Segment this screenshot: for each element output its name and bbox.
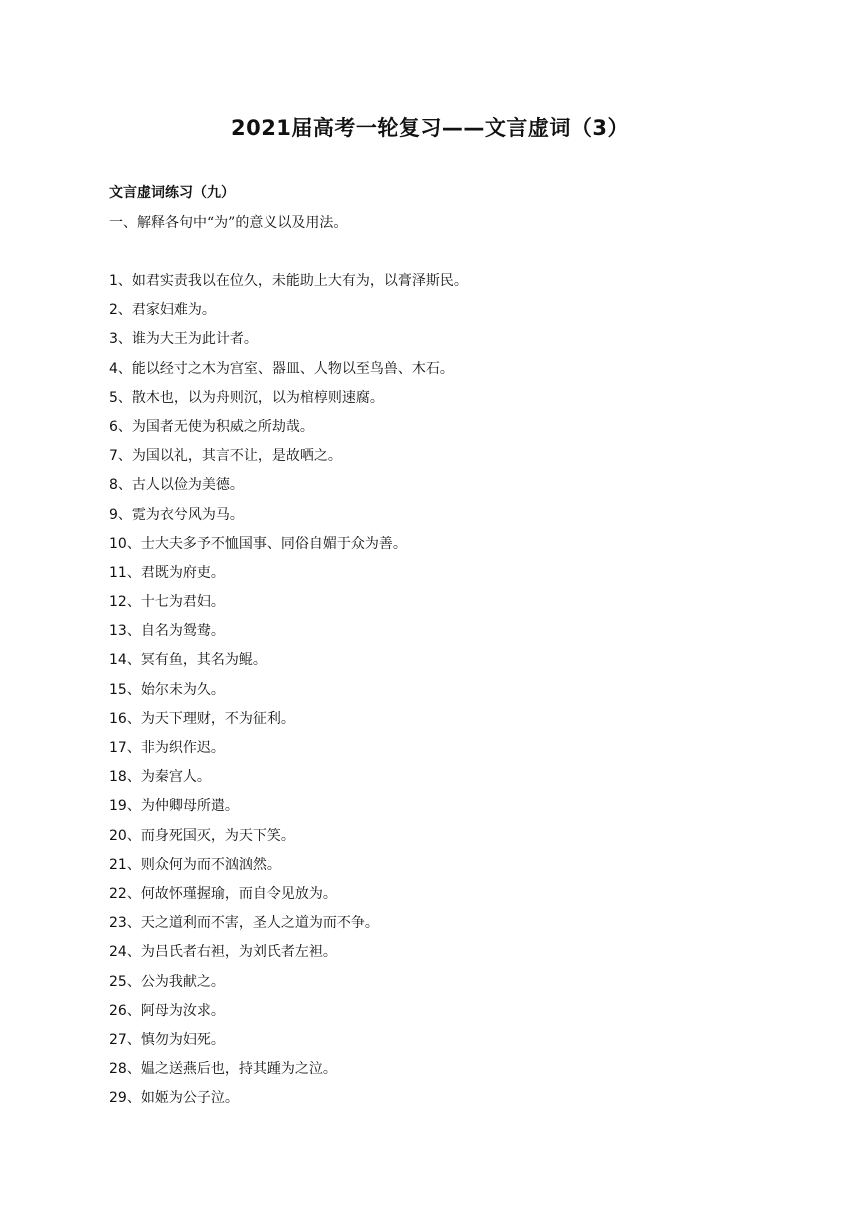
question-item <box>109 328 809 357</box>
question-number: 5、 <box>109 389 132 406</box>
question-text: 始尔未为久。 <box>140 681 225 698</box>
question-item <box>109 883 809 912</box>
question-text: 霓为衣兮风为马。 <box>131 506 244 523</box>
question-text: 天之道利而不害，圣人之道为而不争。 <box>140 915 379 932</box>
question-number: 8、 <box>109 477 132 494</box>
question-text: 则众何为而不汹汹然。 <box>140 856 281 873</box>
question-number: 14、 <box>109 652 141 669</box>
question-item <box>109 620 809 649</box>
question-item <box>109 971 809 1000</box>
question-text: 为秦宫人。 <box>140 769 211 786</box>
question-number: 27、 <box>109 1031 141 1048</box>
question-text: 非为织作迟。 <box>140 740 225 756</box>
question-text: 散木也，以为舟则沉，以为棺椁则速腐。 <box>131 389 384 406</box>
question-text: 为天下理财，不为征利。 <box>140 710 295 727</box>
question-item <box>109 649 809 678</box>
question-item <box>109 912 809 941</box>
question-item <box>109 270 809 299</box>
question-number: 6、 <box>109 418 132 435</box>
question-item <box>109 854 809 883</box>
question-text: 为吕氏者右袒，为刘氏者左袒。 <box>140 944 337 961</box>
question-text: 谁为大王为此计者。 <box>131 331 258 348</box>
question-item <box>109 825 809 854</box>
question-text: 君既为府吏。 <box>140 564 225 581</box>
question-text: 公为我献之。 <box>140 973 225 990</box>
question-number: 3、 <box>109 331 132 348</box>
document-title: 2021届高考一轮复习——文言虚词（3） <box>230 116 630 140</box>
question-number: 26、 <box>109 1002 141 1019</box>
question-item <box>109 533 809 562</box>
question-text: 阿母为汝求。 <box>140 1002 225 1019</box>
question-item <box>109 1058 809 1087</box>
question-text: 能以经寸之木为宫室、器皿、人物以至鸟兽、木石。 <box>131 360 454 377</box>
question-item <box>109 387 809 416</box>
question-item <box>109 562 809 591</box>
question-text: 如君实责我以在位久，未能助上大有为，以膏泽斯民。 <box>131 273 468 289</box>
question-number: 22、 <box>109 885 141 902</box>
question-number: 23、 <box>109 915 141 932</box>
question-number: 21、 <box>109 856 141 873</box>
question-item <box>109 1087 809 1116</box>
question-item <box>109 1029 809 1058</box>
question-number: 15、 <box>109 681 141 698</box>
question-number: 9、 <box>109 506 132 523</box>
question-number: 13、 <box>109 623 141 640</box>
question-item <box>109 766 809 795</box>
question-item <box>109 737 809 766</box>
question-text: 士大夫多予不恤国事、同俗自媚于众为善。 <box>140 535 407 552</box>
question-text: 慎勿为妇死。 <box>140 1031 225 1048</box>
question-item <box>109 941 809 970</box>
question-text: 为仲卿母所遣。 <box>140 798 239 815</box>
question-item <box>109 416 809 445</box>
question-number: 19、 <box>109 798 141 815</box>
question-text: 自名为鸳鸯。 <box>140 623 225 640</box>
question-text: 媪之送燕后也，持其踵为之泣。 <box>140 1061 337 1078</box>
question-number: 7、 <box>109 448 132 465</box>
question-number: 10、 <box>109 535 141 552</box>
question-item <box>109 591 809 620</box>
question-number: 11、 <box>109 564 141 581</box>
question-text: 如姬为公子泣。 <box>140 1090 239 1107</box>
question-text: 而身死国灭，为天下笑。 <box>140 827 295 844</box>
question-item <box>109 1000 809 1029</box>
question-number: 28、 <box>109 1061 141 1078</box>
question-number: 18、 <box>109 769 141 786</box>
question-text: 十七为君妇。 <box>140 594 225 611</box>
question-number: 2、 <box>109 302 132 319</box>
question-item <box>109 679 809 708</box>
question-text: 何故怀瑾握瑜，而自令见放为。 <box>140 885 337 902</box>
question-text: 冥有鱼，其名为鲲。 <box>140 652 267 669</box>
question-text: 古人以俭为美德。 <box>131 477 244 494</box>
question-number: 24、 <box>109 944 141 961</box>
question-item <box>109 474 809 503</box>
question-item <box>109 504 809 533</box>
question-number: 16、 <box>109 710 141 727</box>
question-number: 25、 <box>109 973 141 990</box>
question-number: 29、 <box>109 1090 141 1107</box>
question-list <box>109 270 809 1116</box>
question-number: 17、 <box>109 740 141 756</box>
section-heading: 文言虚词练习（九） <box>109 185 235 201</box>
question-item <box>109 358 809 387</box>
question-item <box>109 795 809 824</box>
exercise-instruction: 一、解释各句中“为”的意义以及用法。 <box>109 215 348 231</box>
question-item <box>109 445 809 474</box>
question-text: 为国以礼，其言不让，是故哂之。 <box>131 448 342 465</box>
question-number: 20、 <box>109 827 141 844</box>
question-item <box>109 299 809 328</box>
question-number: 4、 <box>109 360 132 377</box>
question-item <box>109 708 809 737</box>
question-text: 君家妇难为。 <box>131 302 216 319</box>
question-number: 12、 <box>109 594 141 611</box>
question-number: 1、 <box>109 273 132 289</box>
question-text: 为国者无使为积威之所劫哉。 <box>131 418 314 435</box>
